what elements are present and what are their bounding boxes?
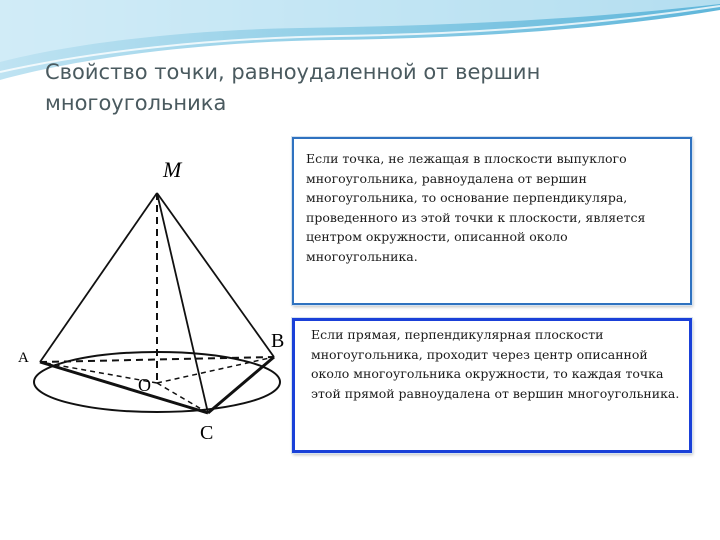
radius-OC-hidden (157, 383, 208, 413)
label-C: C (200, 422, 214, 444)
edge-MC (157, 193, 208, 413)
converse-box (292, 318, 692, 453)
theorem-text: Если точка, не лежащая в плоскости выпуклого многоугольника, равноудалена от вершин многоугольника, то основание перпендикуляра, проведенного из этой точки к плоскости, является центром окружности, описанной около многоугольника. (306, 151, 646, 264)
label-O: O (138, 375, 151, 395)
edge-MA (40, 193, 157, 362)
slide-title: Свойство точки, равноудаленной от вершин многоугольника (45, 60, 541, 115)
label-M: M (163, 157, 182, 182)
edge-MB (157, 193, 274, 357)
edge-AC (40, 362, 208, 413)
theorem-box (292, 137, 692, 305)
label-A: A (18, 350, 29, 366)
pyramid-figure (0, 140, 300, 450)
label-B: B (271, 330, 285, 352)
converse-text: Если прямая, перпендикулярная плоскости многоугольника, проходит через центр описанной около многоугольника окружности, то каждая точка этой прямой равноудалена от вершин многоугольника. (311, 327, 680, 401)
